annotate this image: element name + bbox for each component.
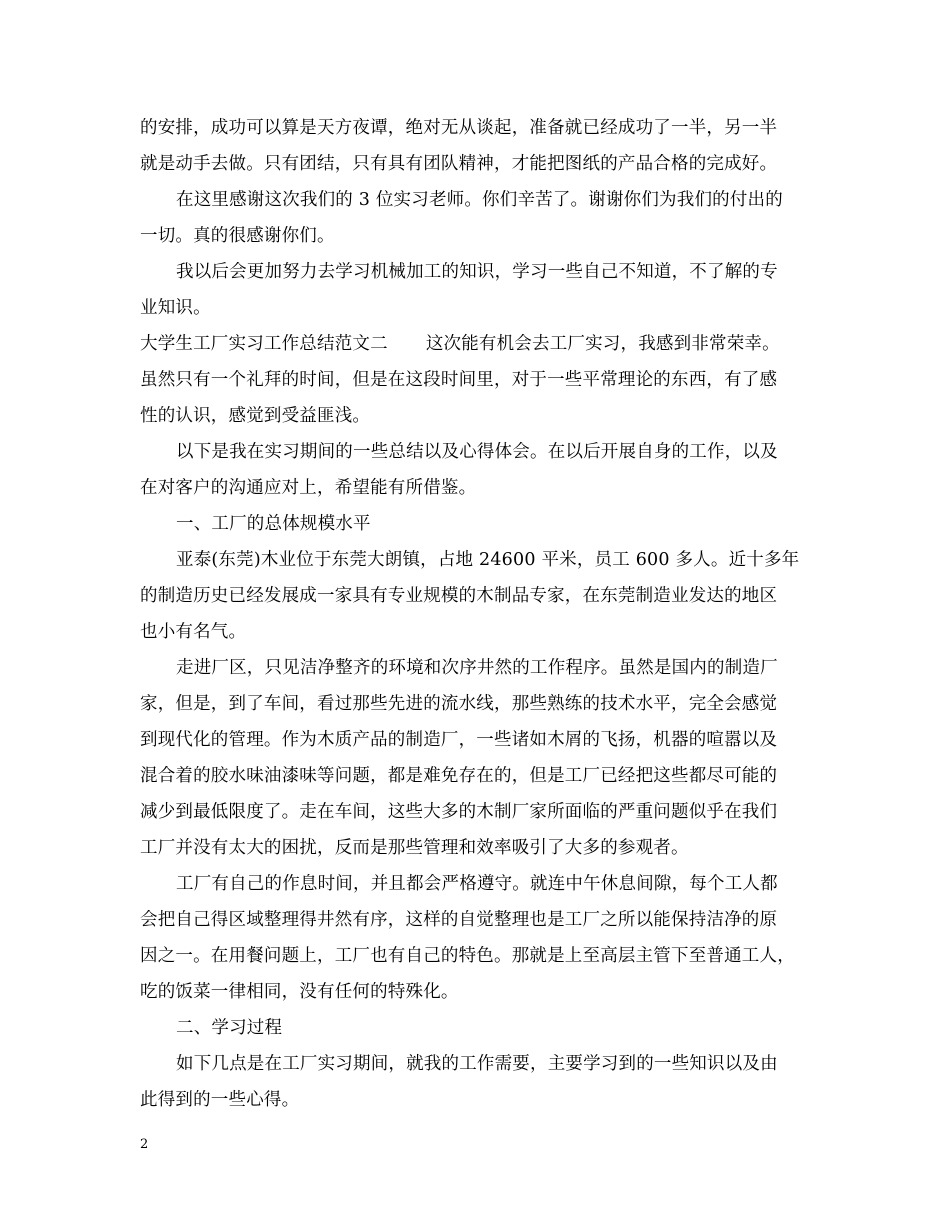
paragraph-line: 业知识。 [140,298,211,318]
paragraph-line: 虽然只有一个礼拜的时间，但是在这段时间里，对于一些平常理论的东西，有了感 [140,370,778,390]
paragraph-line: 的制造历史已经发展成一家具有专业规模的木制品专家，在东莞制造业发达的地区 [140,586,778,606]
paragraph-line: 如下几点是在工厂实习期间，就我的工作需要，主要学习到的一些知识以及由 [176,1054,778,1074]
paragraph-line: 一切。真的很感谢你们。 [140,226,335,246]
paragraph-line: 就是动手去做。只有团结，只有具有团队精神，才能把图纸的产品合格的完成好。 [140,154,778,174]
paragraph-line: 在这里感谢这次我们的 3 位实习老师。你们辛苦了。谢谢你们为我们的付出的 [176,190,783,210]
paragraph-line: 走进厂区，只见洁净整齐的环境和次序井然的工作程序。虽然是国内的制造厂 [176,658,778,678]
paragraph-line: 减少到最低限度了。走在车间，这些大多的木制厂家所面临的严重问题似乎在我们 [140,802,778,822]
page-number: 2 [140,1137,149,1152]
paragraph-line: 会把自己得区域整理得井然有序，这样的自觉整理也是工厂之所以能保持洁净的原 [140,910,778,930]
paragraph-line: 性的认识，感觉到受益匪浅。 [140,406,371,426]
paragraph-line: 工厂并没有太大的困扰，反而是那些管理和效率吸引了大多的参观者。 [140,838,689,858]
paragraph-line: 到现代化的管理。作为木质产品的制造厂，一些诸如木屑的飞扬，机器的喧嚣以及 [140,730,778,750]
paragraph-line: 因之一。在用餐问题上，工厂也有自己的特色。那就是上至高层主管下至普通工人， [140,946,795,966]
paragraph-line: 以下是我在实习期间的一些总结以及心得体会。在以后开展自身的工作，以及 [176,442,778,462]
paragraph-line: 亚泰(东莞)木业位于东莞大朗镇，占地 24600 平米，员工 600 多人。近十多年 [176,550,800,570]
paragraph-line: 的安排，成功可以算是天方夜谭，绝对无从谈起，准备就已经成功了一半，另一半 [140,118,778,138]
subheading: 二、学习过程 [176,1018,283,1038]
paragraph-line: 吃的饭菜一律相同，没有任何的特殊化。 [140,982,459,1002]
section-heading: 大学生工厂实习工作总结范文二 [140,334,388,354]
section-heading-line [140,334,780,354]
subheading: 一、工厂的总体规模水平 [176,514,371,534]
paragraph-line: 此得到的一些心得。 [140,1090,300,1110]
paragraph-line: 混合着的胶水味油漆味等问题，都是难免存在的，但是工厂已经把这些都尽可能的 [140,766,778,786]
paragraph-line: 工厂有自己的作息时间，并且都会严格遵守。就连中午休息间隙，每个工人都 [176,874,778,894]
section-first-sentence: 这次能有机会去工厂实习，我感到非常荣幸。 [425,334,780,354]
paragraph-line: 在对客户的沟通应对上，希望能有所借鉴。 [140,478,477,498]
paragraph-line: 我以后会更加努力去学习机械加工的知识，学习一些自己不知道，不了解的专 [176,262,778,282]
paragraph-line: 家，但是，到了车间，看过那些先进的流水线，那些熟练的技术水平，完全会感觉 [140,694,778,714]
paragraph-line: 也小有名气。 [140,622,247,642]
